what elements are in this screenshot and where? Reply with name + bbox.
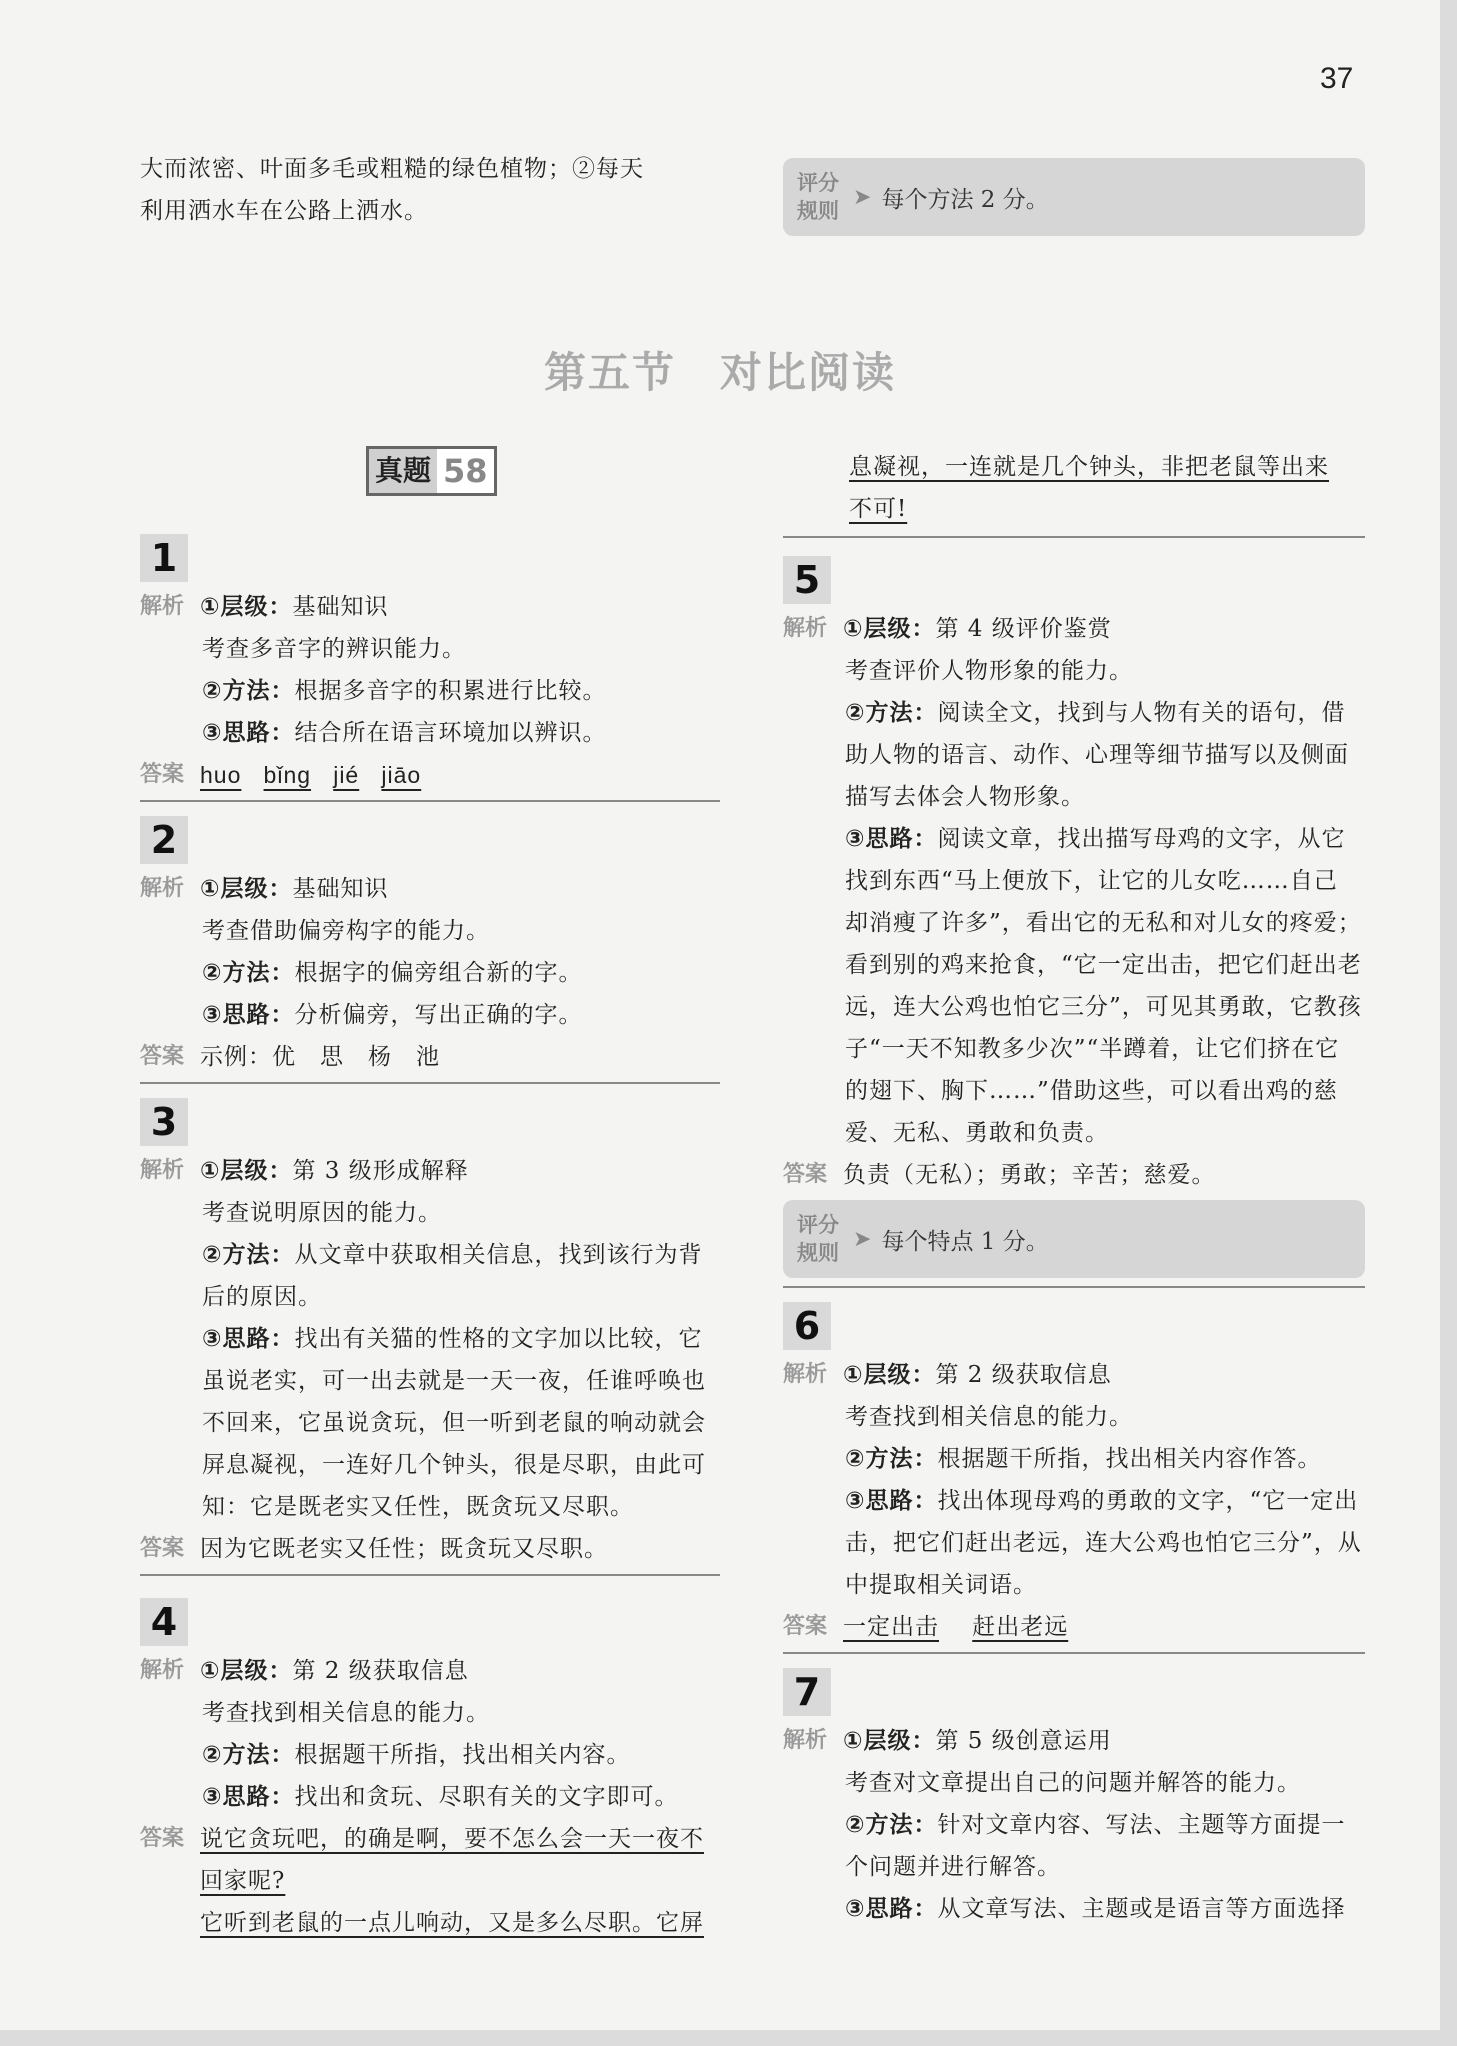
intro-paragraph xyxy=(140,148,720,232)
answer-label: 答案 xyxy=(140,1536,185,1561)
ability-desc: 考查找到相关信息的能力。 xyxy=(202,1700,490,1726)
analysis-label: 解析 xyxy=(140,1658,185,1683)
level-key: ①层级： xyxy=(200,594,293,620)
exam-badge-number: 58 xyxy=(437,449,494,493)
answer-item: 赶出老远 xyxy=(972,1614,1069,1640)
ability-desc: 考查说明原因的能力。 xyxy=(202,1200,442,1226)
idea-value: 找出有关猫的性格的文字加以比较，它 xyxy=(294,1326,703,1352)
level-key: ①层级： xyxy=(200,1158,293,1184)
question-block xyxy=(140,1094,720,1576)
method-value-cont: 描写去体会人物形象。 xyxy=(845,784,1085,810)
idea-value: 找出和贪玩、尽职有关的文字即可。 xyxy=(294,1784,679,1810)
level-key: ①层级： xyxy=(843,1362,936,1388)
method-key: ②方法： xyxy=(845,700,938,726)
answer-item: 一定出击 xyxy=(843,1614,939,1640)
answer-label: 答案 xyxy=(783,1614,828,1639)
intro-line: 利用洒水车在公路上洒水。 xyxy=(140,198,428,224)
answer-label: 答案 xyxy=(140,1044,185,1069)
level-value: 第 5 级创意运用 xyxy=(935,1728,1112,1754)
question-number: 5 xyxy=(783,556,831,604)
idea-key: ③思路： xyxy=(202,1002,295,1028)
ability-desc: 考查借助偏旁构字的能力。 xyxy=(202,918,490,944)
idea-value-cont: 不回来，它虽说贪玩，但一听到老鼠的响动就会 xyxy=(202,1410,706,1436)
exam-badge-label: 真题 xyxy=(369,449,437,493)
left-column xyxy=(140,520,720,1944)
answer-item: jié xyxy=(333,762,360,788)
method-key: ②方法： xyxy=(202,960,295,986)
method-value-cont: 后的原因。 xyxy=(202,1284,322,1310)
method-key: ②方法： xyxy=(845,1812,938,1838)
answer-line: 不可! xyxy=(849,496,908,522)
analysis-label: 解析 xyxy=(140,876,185,901)
level-value: 基础知识 xyxy=(292,594,389,620)
idea-value: 分析偏旁，写出正确的字。 xyxy=(294,1002,583,1028)
question-number: 1 xyxy=(140,534,188,582)
idea-value-cont: 找到东西“马上便放下，让它的儿女吃……自己 xyxy=(845,868,1338,894)
score-rule-box xyxy=(783,1200,1365,1278)
answer-text: 示例：优 思 杨 池 xyxy=(200,1044,440,1070)
score-rule-label: 评分规则 xyxy=(797,171,839,223)
level-key: ①层级： xyxy=(843,616,936,642)
method-value: 根据题干所指，找出相关内容。 xyxy=(294,1742,631,1768)
answer-line: 它听到老鼠的一点儿响动，又是多么尽职。它屏 xyxy=(200,1910,704,1936)
idea-value: 找出体现母鸡的勇敢的文字，“它一定出 xyxy=(937,1488,1359,1514)
question-number: 6 xyxy=(783,1302,831,1350)
idea-value-cont: 的翅下、胸下……”借助这些，可以看出鸡的慈 xyxy=(845,1078,1338,1104)
analysis-label: 解析 xyxy=(783,1362,828,1387)
method-key: ②方法： xyxy=(202,1242,295,1268)
question-number: 7 xyxy=(783,1668,831,1716)
question-number: 2 xyxy=(140,816,188,864)
method-value: 根据多音字的积累进行比较。 xyxy=(294,678,607,704)
arrow-right-icon: ➤ xyxy=(853,1226,872,1252)
idea-value-cont: 知：它是既老实又任性，既贪玩又尽职。 xyxy=(202,1494,634,1520)
idea-value-cont: 爱、无私、勇敢和负责。 xyxy=(845,1120,1109,1146)
idea-value: 结合所在语言环境加以辨识。 xyxy=(294,720,607,746)
method-key: ②方法： xyxy=(845,1446,938,1472)
analysis-label: 解析 xyxy=(140,1158,185,1183)
answer-continuation xyxy=(783,446,1365,538)
idea-value: 阅读文章，找出描写母鸡的文字，从它 xyxy=(937,826,1346,852)
idea-key: ③思路： xyxy=(202,720,295,746)
level-key: ①层级： xyxy=(200,876,293,902)
arrow-right-icon: ➤ xyxy=(853,184,872,210)
answer-text: 因为它既老实又任性；既贪玩又尽职。 xyxy=(200,1536,608,1562)
level-value: 第 4 级评价鉴赏 xyxy=(935,616,1112,642)
right-column xyxy=(783,446,1365,1930)
answer-label: 答案 xyxy=(783,1162,828,1187)
question-block xyxy=(783,552,1365,1288)
method-value: 根据字的偏旁组合新的字。 xyxy=(294,960,583,986)
question-number: 3 xyxy=(140,1098,188,1146)
section-name: 对比阅读 xyxy=(720,348,897,397)
answer-item: huo xyxy=(200,762,242,788)
section-prefix: 第五节 xyxy=(543,348,676,397)
intro-line: 大而浓密、叶面多毛或粗糙的绿色植物；②每天 xyxy=(140,156,644,182)
method-key: ②方法： xyxy=(202,678,295,704)
question-block xyxy=(140,812,720,1084)
ability-desc: 考查评价人物形象的能力。 xyxy=(845,658,1133,684)
analysis-label: 解析 xyxy=(140,594,185,619)
score-rule-text: 每个方法 2 分。 xyxy=(881,186,1049,213)
idea-key: ③思路： xyxy=(845,1488,938,1514)
idea-value-cont: 屏息凝视，一连好几个钟头，很是尽职，由此可 xyxy=(202,1452,706,1478)
method-value: 从文章中获取相关信息，找到该行为背 xyxy=(294,1242,703,1268)
answer-line: 回家呢? xyxy=(200,1868,286,1894)
idea-value-cont: 却消瘦了许多”，看出它的无私和对儿女的疼爱； xyxy=(845,910,1362,936)
answer-label: 答案 xyxy=(140,1826,185,1851)
score-rule-label: 评分规则 xyxy=(797,1213,839,1265)
answer-line: 说它贪玩吧，的确是啊，要不怎么会一天一夜不 xyxy=(200,1826,704,1852)
page-number: 37 xyxy=(1320,62,1354,95)
idea-key: ③思路： xyxy=(202,1326,295,1352)
score-rule-box xyxy=(783,158,1365,236)
idea-value-cont: 击，把它们赶出老远，连大公鸡也怕它三分”，从 xyxy=(845,1530,1362,1556)
idea-value-cont: 远，连大公鸡也怕它三分”，可见其勇敢，它教孩 xyxy=(845,994,1362,1020)
question-block xyxy=(783,1664,1365,1930)
method-value: 针对文章内容、写法、主题等方面提一 xyxy=(937,1812,1346,1838)
answer-text: 负责（无私）；勇敢；辛苦；慈爱。 xyxy=(843,1162,1216,1188)
answer-line: 息凝视，一连就是几个钟头，非把老鼠等出来 xyxy=(849,454,1329,480)
level-value: 基础知识 xyxy=(292,876,389,902)
level-value: 第 3 级形成解释 xyxy=(292,1158,469,1184)
ability-desc: 考查多音字的辨识能力。 xyxy=(202,636,466,662)
level-value: 第 2 级获取信息 xyxy=(292,1658,469,1684)
score-rule-text: 每个特点 1 分。 xyxy=(881,1228,1049,1255)
exam-badge xyxy=(366,446,497,496)
question-block xyxy=(783,1298,1365,1654)
question-number: 4 xyxy=(140,1598,188,1646)
idea-value: 从文章写法、主题或是语言等方面选择 xyxy=(937,1896,1346,1922)
idea-key: ③思路： xyxy=(202,1784,295,1810)
answer-item: bǐng xyxy=(263,762,312,788)
answer-label: 答案 xyxy=(140,762,185,787)
analysis-label: 解析 xyxy=(783,616,828,641)
method-value-cont: 个问题并进行解答。 xyxy=(845,1854,1061,1880)
idea-value-cont: 子“一天不知教多少次”“半蹲着，让它们挤在它 xyxy=(845,1036,1340,1062)
method-value: 阅读全文，找到与人物有关的语句，借 xyxy=(937,700,1346,726)
level-value: 第 2 级获取信息 xyxy=(935,1362,1112,1388)
method-value-cont: 助人物的语言、动作、心理等细节描写以及侧面 xyxy=(845,742,1349,768)
level-key: ①层级： xyxy=(200,1658,293,1684)
idea-value-cont: 看到别的鸡来抢食，“它一定出击，把它们赶出老 xyxy=(845,952,1362,978)
question-block xyxy=(140,530,720,802)
level-key: ①层级： xyxy=(843,1728,936,1754)
question-block xyxy=(140,1594,720,1944)
section-title xyxy=(0,340,1440,400)
idea-key: ③思路： xyxy=(845,826,938,852)
answer-item: jiāo xyxy=(381,762,422,788)
idea-key: ③思路： xyxy=(845,1896,938,1922)
method-value: 根据题干所指，找出相关内容作答。 xyxy=(937,1446,1322,1472)
idea-value-cont: 中提取相关词语。 xyxy=(845,1572,1037,1598)
ability-desc: 考查对文章提出自己的问题并解答的能力。 xyxy=(845,1770,1301,1796)
idea-value-cont: 虽说老实，可一出去就是一天一夜，任谁呼唤也 xyxy=(202,1368,706,1394)
method-key: ②方法： xyxy=(202,1742,295,1768)
ability-desc: 考查找到相关信息的能力。 xyxy=(845,1404,1133,1430)
analysis-label: 解析 xyxy=(783,1728,828,1753)
